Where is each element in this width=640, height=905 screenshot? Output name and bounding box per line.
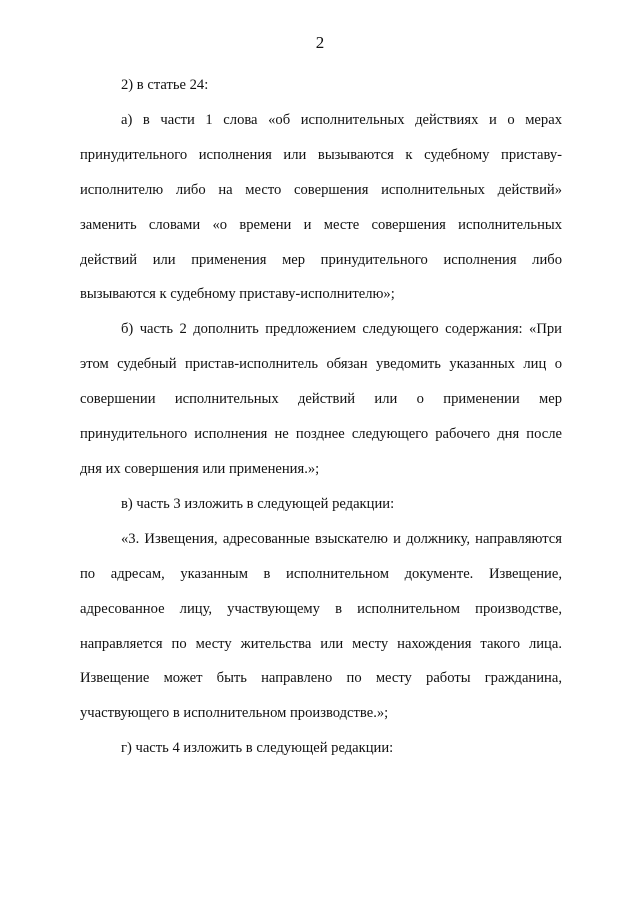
paragraph-article-24: 2) в статье 24: — [121, 77, 209, 93]
paragraph-part-3-text: «3. Извещения, адресованные взыскателю и должнику, направляются по адресам, указанным в исполнительном документе. Извещение, адресованное лицу, участвующему в исполнительном производстве, направляется по месту жительства или месту нахождения такого лица. Извещение может быть направлено по месту работы гражданина, участвующего в исполнительном производстве.»; — [80, 530, 562, 722]
paragraph-amendment-b: б) часть 2 дополнить предложением следующего содержания: «При этом судебный пристав-исполнитель обязан уведомить указанных лиц о совершении исполнительных действий или о применении мер принудительного исполнения не позднее следующего рабочего дня после дня их совершения или применения.»; — [80, 321, 562, 477]
paragraph-amendment-g: г) часть 4 изложить в следующей редакции: — [121, 740, 394, 757]
document-body — [80, 68, 562, 766]
paragraph-amendment-a: а) в части 1 слова «об исполнительных действиях и о мерах принудительного исполнения или вызываются к судебному приставу-исполнителю либо на место совершения исполнительных действий» заменить словами «о времени и месте совершения исполнительных действий или применения мер принудительного исполнения либо вызываются к судебному приставу-исполнителю»; — [80, 111, 562, 303]
page-number: 2 — [315, 33, 325, 52]
paragraph-amendment-v: в) часть 3 изложить в следующей редакции: — [121, 495, 395, 512]
